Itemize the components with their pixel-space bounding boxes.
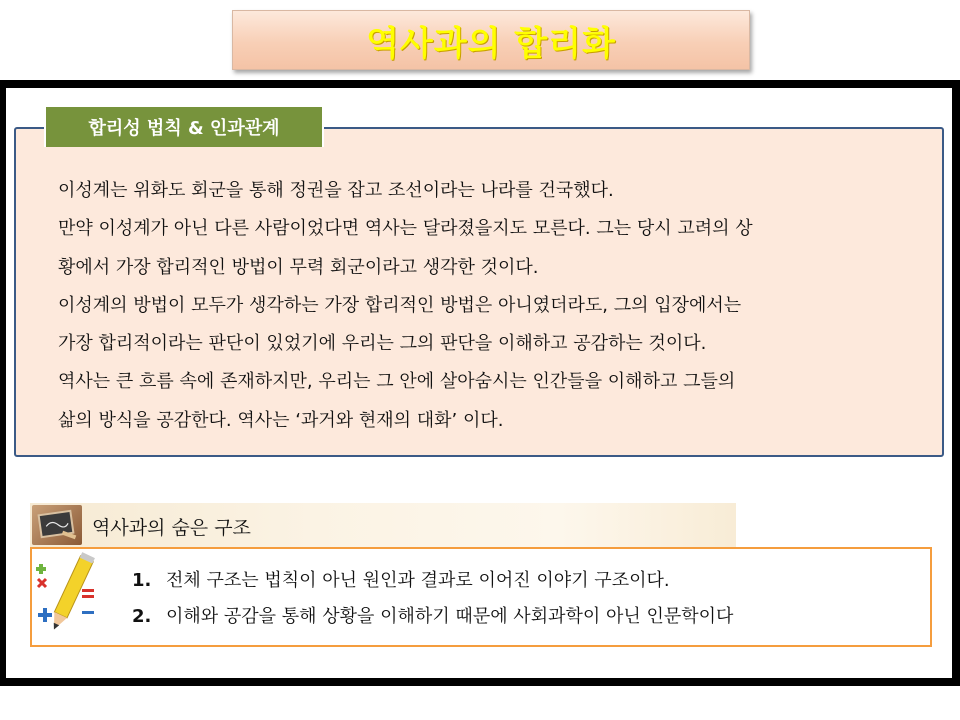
slide-title-box [232, 10, 750, 70]
paragraph-line: 역사는 큰 흐름 속에 존재하지만, 우리는 그 안에 살아숨시는 인간들을 이해하고 그들의 [58, 371, 736, 393]
paragraph-line: 이성계의 방법이 모두가 생각하는 가장 합리적인 방법은 아니였더라도, 그의 입장에서는 [58, 294, 742, 316]
hidden-structure-list [132, 563, 733, 635]
slide-title: 역사과의 합리화 [366, 23, 616, 64]
paragraph-line: 황에서 가장 합리적인 방법이 무력 회군이라고 생각한 것이다. [58, 256, 539, 278]
paragraph-line: 삶의 방식을 공감한다. 역사는 ‘과거와 현재의 대화’ 이다. [58, 409, 504, 431]
list-item-text: 전체 구조는 법칙이 아닌 원인과 결과로 이어진 이야기 구조이다. [166, 570, 670, 591]
chalkboard-photo-icon [32, 505, 82, 545]
paragraph-line: 만약 이성계가 아닌 다른 사람이었다면 역사는 달라졌을지도 모른다. 그는 당시 고려의 상 [58, 218, 753, 240]
list-item-number: 1. [132, 570, 152, 591]
pencil-math-symbols-icon [34, 549, 106, 643]
paragraph-line: 이성계는 위화도 회군을 통해 정권을 잡고 조선이라는 나라를 건국했다. [58, 180, 614, 201]
list-item-text: 이해와 공감을 통해 상황을 이해하기 때문에 사회과학이 아닌 인문학이다 [166, 606, 734, 627]
paragraph-line: 가장 합리적이라는 판단이 있었기에 우리는 그의 판단을 이해하고 공감하는 것이다. [58, 333, 707, 355]
section-tag: 합리성 법칙 & 인과관계 [46, 107, 322, 147]
list-item [132, 599, 733, 635]
list-item-number: 2. [132, 606, 152, 627]
rationality-paragraph [58, 172, 918, 440]
hidden-structure-heading: 역사과의 숨은 구조 [92, 517, 251, 539]
list-item [132, 563, 733, 599]
